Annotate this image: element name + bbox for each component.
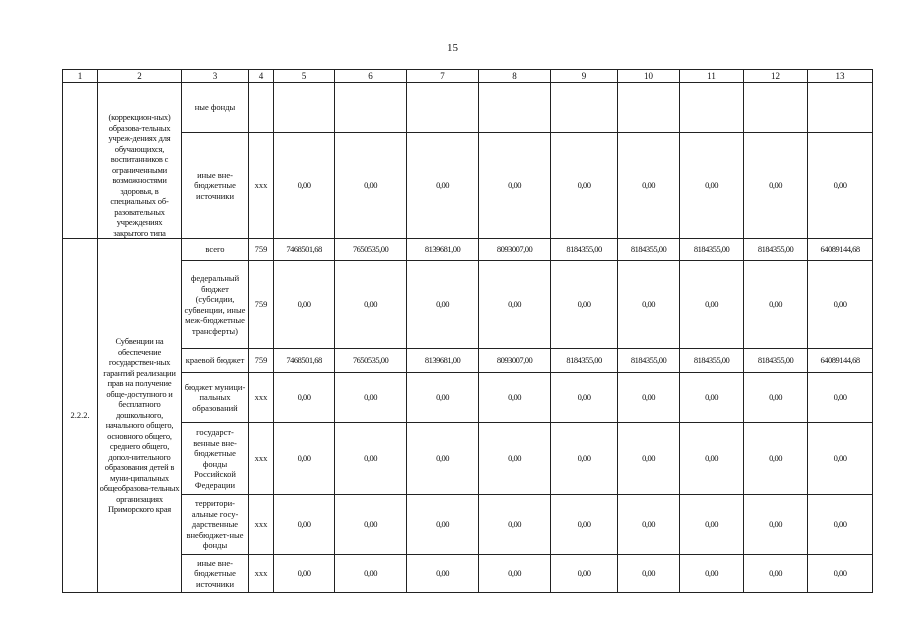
- amount-cell: 0,00: [744, 261, 808, 349]
- amount-cell: 8184355,00: [680, 239, 744, 261]
- funding-source-cell: краевой бюджет: [182, 349, 249, 373]
- amount-cell: 64089144,68: [808, 349, 873, 373]
- amount-cell: 0,00: [274, 373, 335, 423]
- column-number-header: 6: [335, 70, 407, 83]
- amount-cell: 0,00: [274, 423, 335, 495]
- amount-cell: 8184355,00: [618, 349, 680, 373]
- funding-source-cell: территори-альные госу-дарственные внебюджет-ные фонды: [182, 495, 249, 555]
- header-row: [63, 70, 873, 83]
- amount-cell: [808, 83, 873, 133]
- amount-cell: 0,00: [744, 495, 808, 555]
- amount-cell: 0,00: [479, 423, 551, 495]
- amount-cell: [618, 83, 680, 133]
- amount-cell: 0,00: [551, 555, 618, 593]
- measure-name-cell: (коррекцион-ных) образова-тельных учреж-дениях для обучающихся, воспитанников с ограниченными возможностями здоровья, в специальных об-разовательных учреждениях закрытого типа: [98, 83, 182, 239]
- amount-cell: 0,00: [618, 373, 680, 423]
- amount-cell: 8139681,00: [407, 349, 479, 373]
- page-number: 15: [447, 42, 458, 54]
- code-cell: ххх: [249, 423, 274, 495]
- amount-cell: 7468501,68: [274, 349, 335, 373]
- amount-cell: 0,00: [618, 555, 680, 593]
- table-row: [63, 423, 873, 495]
- column-number-header: 4: [249, 70, 274, 83]
- amount-cell: 0,00: [479, 495, 551, 555]
- amount-cell: 0,00: [618, 133, 680, 239]
- table-row: [63, 83, 873, 133]
- amount-cell: 8093007,00: [479, 349, 551, 373]
- amount-cell: 0,00: [335, 423, 407, 495]
- amount-cell: 0,00: [335, 261, 407, 349]
- code-cell: 759: [249, 349, 274, 373]
- amount-cell: 8184355,00: [551, 349, 618, 373]
- column-number-header: 5: [274, 70, 335, 83]
- amount-cell: 0,00: [479, 555, 551, 593]
- amount-cell: [680, 83, 744, 133]
- amount-cell: 8184355,00: [680, 349, 744, 373]
- budget-table: [62, 69, 873, 593]
- table-row: [63, 133, 873, 239]
- table-row: [63, 373, 873, 423]
- measure-name-cell: Субвенции на обеспечение государствен-ных гарантий реализации прав на получение обще-доступного и бесплатного дошкольного, начального общего, основного общего, среднего общего, допол-нительного образования детей в муни-ципальных общеобразова-тельных организациях Приморского края: [98, 239, 182, 593]
- amount-cell: 0,00: [551, 423, 618, 495]
- amount-cell: 0,00: [808, 423, 873, 495]
- amount-cell: 0,00: [551, 495, 618, 555]
- funding-source-cell: бюджет муници-пальных образований: [182, 373, 249, 423]
- amount-cell: 0,00: [274, 495, 335, 555]
- amount-cell: 64089144,68: [808, 239, 873, 261]
- amount-cell: [744, 83, 808, 133]
- amount-cell: [551, 83, 618, 133]
- column-number-header: 12: [744, 70, 808, 83]
- amount-cell: 0,00: [407, 423, 479, 495]
- amount-cell: 0,00: [551, 133, 618, 239]
- column-number-header: 7: [407, 70, 479, 83]
- code-cell: ххх: [249, 555, 274, 593]
- amount-cell: 8139681,00: [407, 239, 479, 261]
- code-cell: ххх: [249, 373, 274, 423]
- amount-cell: 0,00: [274, 555, 335, 593]
- amount-cell: 8184355,00: [551, 239, 618, 261]
- column-number-header: 3: [182, 70, 249, 83]
- amount-cell: 0,00: [680, 373, 744, 423]
- funding-source-cell: государст-венные вне-бюджетные фонды Российской Федерации: [182, 423, 249, 495]
- amount-cell: 0,00: [274, 133, 335, 239]
- funding-source-cell: иные вне-бюджетные источники: [182, 133, 249, 239]
- amount-cell: 0,00: [335, 495, 407, 555]
- row-number-cell: 2.2.2.: [63, 239, 98, 593]
- amount-cell: 7650535,00: [335, 239, 407, 261]
- amount-cell: 0,00: [808, 261, 873, 349]
- amount-cell: 0,00: [744, 373, 808, 423]
- column-number-header: 2: [98, 70, 182, 83]
- funding-source-cell: ные фонды: [182, 83, 249, 133]
- column-number-header: 1: [63, 70, 98, 83]
- amount-cell: 0,00: [407, 555, 479, 593]
- column-number-header: 8: [479, 70, 551, 83]
- amount-cell: 0,00: [744, 555, 808, 593]
- code-cell: ххх: [249, 495, 274, 555]
- amount-cell: 0,00: [479, 261, 551, 349]
- amount-cell: 8184355,00: [744, 349, 808, 373]
- amount-cell: 0,00: [680, 423, 744, 495]
- amount-cell: 8093007,00: [479, 239, 551, 261]
- amount-cell: 0,00: [551, 373, 618, 423]
- table-row: [63, 495, 873, 555]
- amount-cell: [335, 83, 407, 133]
- amount-cell: 0,00: [618, 495, 680, 555]
- amount-cell: 0,00: [407, 261, 479, 349]
- amount-cell: 0,00: [551, 261, 618, 349]
- amount-cell: 0,00: [274, 261, 335, 349]
- amount-cell: 0,00: [407, 495, 479, 555]
- code-cell: [249, 83, 274, 133]
- amount-cell: 0,00: [680, 261, 744, 349]
- amount-cell: 0,00: [618, 261, 680, 349]
- amount-cell: 0,00: [618, 423, 680, 495]
- funding-source-cell: всего: [182, 239, 249, 261]
- column-number-header: 13: [808, 70, 873, 83]
- amount-cell: 0,00: [680, 495, 744, 555]
- code-cell: ххх: [249, 133, 274, 239]
- amount-cell: 0,00: [407, 133, 479, 239]
- amount-cell: 0,00: [335, 133, 407, 239]
- amount-cell: 8184355,00: [618, 239, 680, 261]
- amount-cell: 0,00: [479, 373, 551, 423]
- amount-cell: 0,00: [808, 373, 873, 423]
- amount-cell: 0,00: [808, 133, 873, 239]
- funding-source-cell: федеральный бюджет (субсидии, субвенции, иные меж-бюджетные трансферты): [182, 261, 249, 349]
- amount-cell: 0,00: [744, 133, 808, 239]
- table-row: [63, 239, 873, 261]
- amount-cell: 0,00: [744, 423, 808, 495]
- table-row: [63, 555, 873, 593]
- amount-cell: 0,00: [335, 555, 407, 593]
- amount-cell: 0,00: [808, 555, 873, 593]
- row-number-cell: [63, 83, 98, 239]
- code-cell: 759: [249, 239, 274, 261]
- amount-cell: 0,00: [680, 133, 744, 239]
- amount-cell: [407, 83, 479, 133]
- code-cell: 759: [249, 261, 274, 349]
- funding-source-cell: иные вне-бюджетные источники: [182, 555, 249, 593]
- amount-cell: 0,00: [479, 133, 551, 239]
- column-number-header: 9: [551, 70, 618, 83]
- amount-cell: 0,00: [808, 495, 873, 555]
- amount-cell: [274, 83, 335, 133]
- column-number-header: 11: [680, 70, 744, 83]
- amount-cell: 0,00: [407, 373, 479, 423]
- amount-cell: 7650535,00: [335, 349, 407, 373]
- amount-cell: 0,00: [680, 555, 744, 593]
- amount-cell: [479, 83, 551, 133]
- table-row: [63, 261, 873, 349]
- amount-cell: 0,00: [335, 373, 407, 423]
- amount-cell: 8184355,00: [744, 239, 808, 261]
- column-number-header: 10: [618, 70, 680, 83]
- amount-cell: 7468501,68: [274, 239, 335, 261]
- table-row: [63, 349, 873, 373]
